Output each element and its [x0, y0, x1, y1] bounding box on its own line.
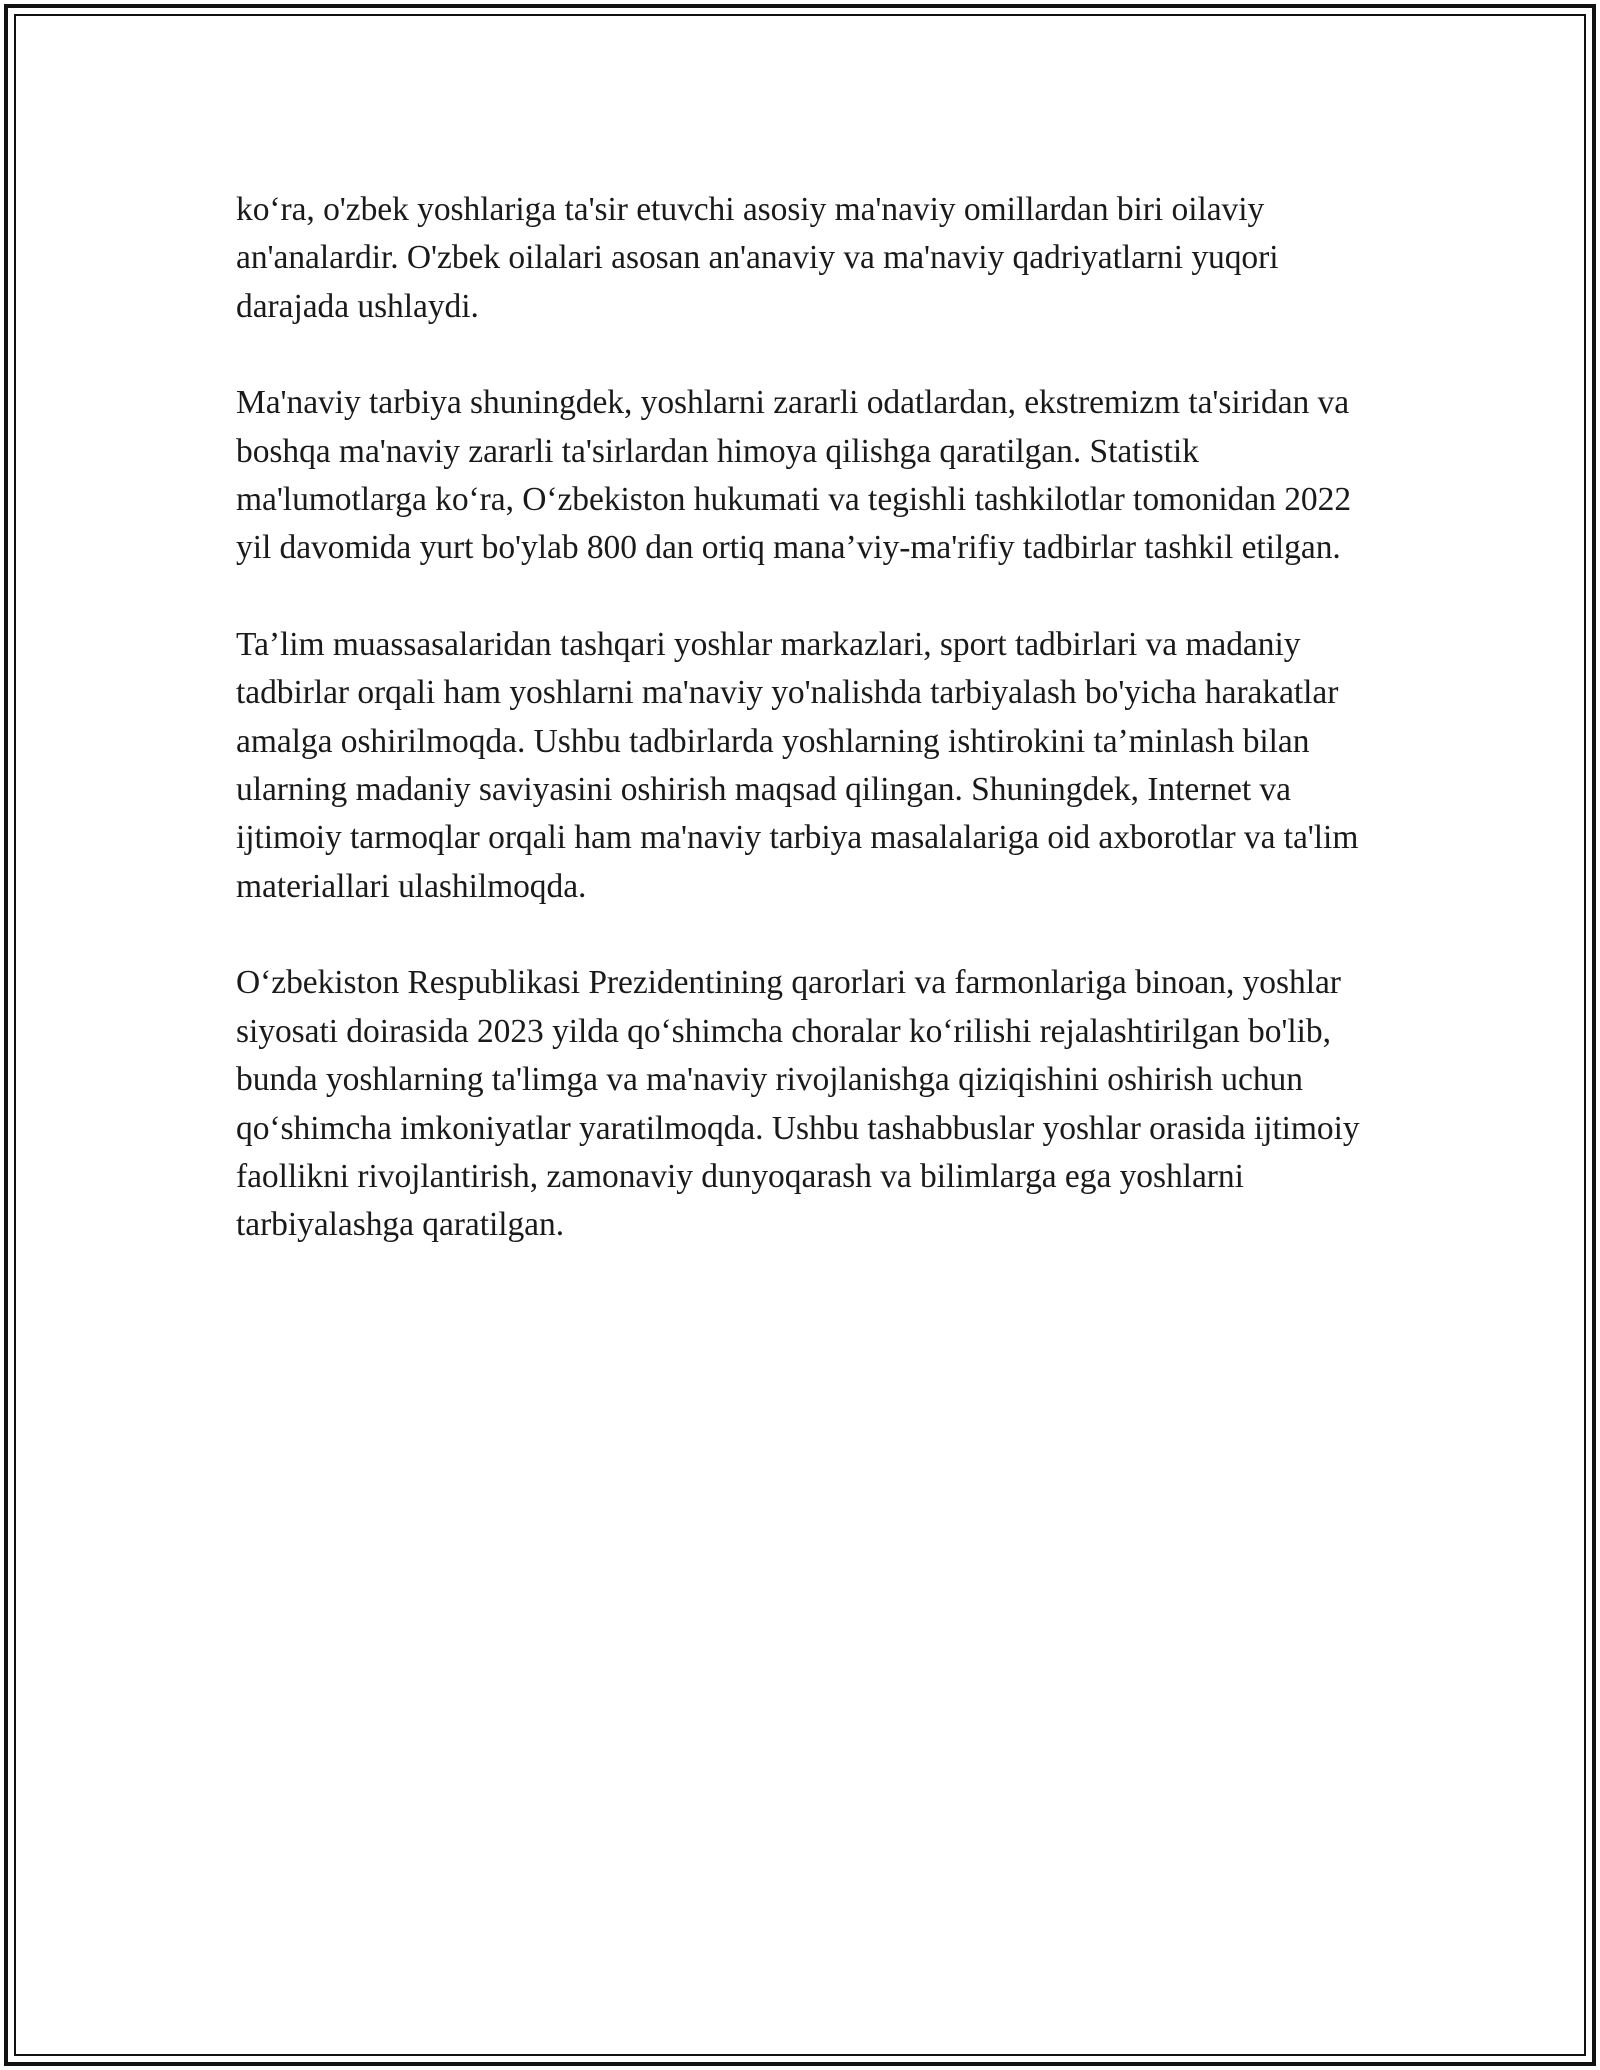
- paragraph-youth-centers: Ta’lim muassasalaridan tashqari yoshlar markazlari, sport tadbirlari va madaniy tadbirlar orqali ham yoshlarni ma'naviy yo'nalishda tarbiyalash bo'yicha harakatlar amalga oshirilmoqda. Ushbu tadbirlarda yoshlarning ishtirokini ta’minlash bilan ularning madaniy saviyasini oshirish maqsad qilingan. Shuningdek, Internet va ijtimoiy tarmoqlar orqali ham ma'naviy tarbiya masalalariga oid axborotlar va ta'lim materiallari ulashilmoqda.: [236, 625, 1359, 905]
- document-body: [236, 186, 1376, 1298]
- paragraph-spiritual-education: Ma'naviy tarbiya shuningdek, yoshlarni zararli odatlardan, ekstremizm ta'siridan va boshqa ma'naviy zararli ta'sirlardan himoya qilishga qaratilgan. Statistik ma'lumotlarga ko‘ra, O‘zbekiston hukumati va tegishli tashkilotlar tomonidan 2022 yil davomida yurt bo'ylab 800 dan ortiq mana’viy-ma'rifiy tadbirlar tashkil etilgan.: [236, 384, 1352, 567]
- paragraph-family-traditions: ko‘ra, o'zbek yoshlariga ta'sir etuvchi asosiy ma'naviy omillardan biri oilaviy an'analardir. O'zbek oilalari asosan an'anaviy va ma'naviy qadriyatlarni yuqori darajada ushlaydi.: [236, 191, 1279, 325]
- paragraph-presidential-decrees: O‘zbekiston Respublikasi Prezidentining qarorlari va farmonlariga binoan, yoshlar siyosati doirasida 2023 yilda qo‘shimcha choralar ko‘rilishi rejalashtirilgan bo'lib, bunda yoshlarning ta'limga va ma'naviy rivojlanishga qiziqishini oshirish uchun qo‘shimcha imkoniyatlar yaratilmoqda. Ushbu tashabbuslar yoshlar orasida ijtimoiy faollikni rivojlantirish, zamonaviy dunyoqarash va bilimlarga ega yoshlarni tarbiyalashga qaratilgan.: [236, 964, 1360, 1244]
